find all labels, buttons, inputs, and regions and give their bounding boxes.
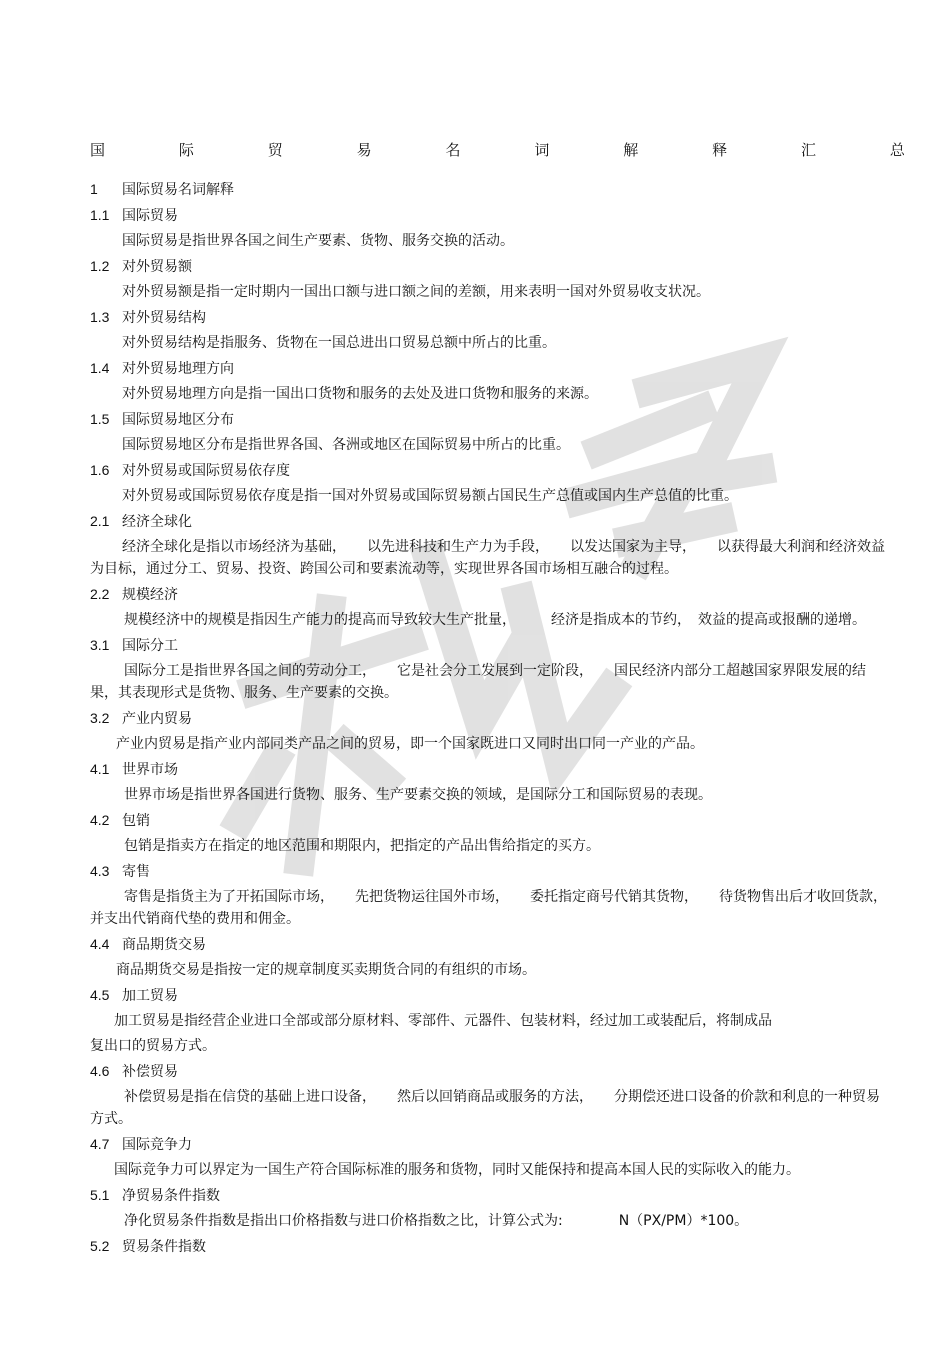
section-title: 包销 [122, 813, 150, 829]
section-heading [90, 758, 890, 781]
section-number: 5.1 [90, 1187, 110, 1203]
section-title: 世界市场 [122, 762, 178, 778]
section-number: 3.2 [90, 710, 110, 726]
section-number: 1.5 [90, 411, 110, 427]
section-title: 加工贸易 [122, 988, 178, 1004]
section-body: 产业内贸易是指产业内部同类产品之间的贸易，即一个国家既进口又同时出口同一产业的产品。 [116, 736, 704, 752]
section-heading [90, 1235, 890, 1258]
section-body: 净化贸易条件指数是指出口价格指数与进口价格指数之比，计算公式为: N（PX/PM）*100。 [124, 1213, 749, 1229]
section-number: 3.1 [90, 637, 110, 653]
section-body: 国际竞争力可以界定为一国生产符合国际标准的服务和货物，同时又能保持和提高本国人民的实际收入的能力。 [114, 1162, 800, 1178]
section-title: 国际贸易 [122, 208, 178, 224]
section-heading [90, 984, 890, 1007]
section-body: 包销是指卖方在指定的地区范围和期限内，把指定的产品出售给指定的买方。 [124, 838, 600, 854]
section-body: 国际贸易是指世界各国之间生产要素、货物、服务交换的活动。 [122, 233, 514, 249]
section-title: 规模经济 [122, 587, 178, 603]
document-content [90, 178, 890, 1261]
section-title: 净贸易条件指数 [122, 1188, 220, 1204]
section-body: 对外贸易结构是指服务、货物在一国总进出口贸易总额中所占的比重。 [122, 335, 556, 351]
section-title: 对外贸易或国际贸易依存度 [122, 463, 290, 479]
title-char: 际 [178, 141, 194, 159]
section-title: 对外贸易地理方向 [122, 361, 234, 377]
title-char: 解 [623, 141, 639, 159]
section-body: 经济全球化是指以市场经济为基础， 以先进科技和生产力为手段， 以发达国家为主导， 以获得最大利润和经济效益为目标，通过分工、贸易、投资、跨国公司和要素流动等，实现世界各国市场相互融合的过程。 [90, 539, 885, 577]
section-title: 经济全球化 [122, 514, 192, 530]
section-heading [90, 306, 890, 329]
section-heading [90, 510, 890, 533]
section-number: 1.3 [90, 309, 110, 325]
section-heading [90, 707, 890, 730]
section-body: 对外贸易地理方向是指一国出口货物和服务的去处及进口货物和服务的来源。 [122, 386, 598, 402]
section-title: 补偿贸易 [122, 1064, 178, 1080]
section-body-continued: 复出口的贸易方式。 [90, 1038, 216, 1054]
section-heading [90, 583, 890, 606]
section-heading [90, 459, 890, 482]
section-title: 对外贸易额 [122, 259, 192, 275]
title-char: 国 [90, 141, 106, 159]
section-heading [90, 634, 890, 657]
section-heading [90, 1060, 890, 1083]
section-number: 1.2 [90, 258, 110, 274]
section-title: 寄售 [122, 864, 150, 880]
section-number: 4.3 [90, 863, 110, 879]
section-heading [90, 860, 890, 883]
section-number: 2.1 [90, 513, 110, 529]
document-title [90, 140, 905, 160]
section-body: 加工贸易是指经营企业进口全部或部分原材料、零部件、元器件、包装材料，经过加工或装配后，将制成品 [114, 1013, 772, 1029]
section-number: 4.1 [90, 761, 110, 777]
title-char: 释 [712, 141, 728, 159]
title-char: 总 [889, 141, 905, 159]
section-title: 国际竞争力 [122, 1137, 192, 1153]
section-number: 1 [90, 181, 98, 197]
section-number: 1.4 [90, 360, 110, 376]
section-title: 国际贸易地区分布 [122, 412, 234, 428]
title-char: 词 [534, 141, 550, 159]
section-body: 国际贸易地区分布是指世界各国、各洲或地区在国际贸易中所占的比重。 [122, 437, 570, 453]
section-number: 4.4 [90, 936, 110, 952]
section-body: 商品期货交易是指按一定的规章制度买卖期货合同的有组织的市场。 [116, 962, 536, 978]
section-body: 国际分工是指世界各国之间的劳动分工， 它是社会分工发展到一定阶段， 国民经济内部分工超越国家界限发展的结果，其表现形式是货物、服务、生产要素的交换。 [90, 663, 866, 701]
section-number: 5.2 [90, 1238, 110, 1254]
section-number: 2.2 [90, 586, 110, 602]
section-body: 世界市场是指世界各国进行货物、服务、生产要素交换的领域，是国际分工和国际贸易的表现。 [124, 787, 712, 803]
section-number: 4.2 [90, 812, 110, 828]
section-body: 对外贸易额是指一定时期内一国出口额与进口额之间的差额，用来表明一国对外贸易收支状况。 [122, 284, 710, 300]
section-heading [90, 255, 890, 278]
section-heading [90, 933, 890, 956]
section-title: 国际分工 [122, 638, 178, 654]
title-char: 汇 [801, 141, 817, 159]
section-heading [90, 204, 890, 227]
section-number: 4.6 [90, 1063, 110, 1079]
section-heading [90, 178, 890, 201]
section-number: 4.5 [90, 987, 110, 1003]
section-body: 对外贸易或国际贸易依存度是指一国对外贸易或国际贸易额占国民生产总值或国内生产总值的比重。 [122, 488, 738, 504]
section-heading [90, 1133, 890, 1156]
section-body: 规模经济中的规模是指因生产能力的提高而导致较大生产批量， 经济是指成本的节约， 效益的提高或报酬的递增。 [124, 612, 866, 628]
section-title: 对外贸易结构 [122, 310, 206, 326]
section-heading [90, 809, 890, 832]
section-title: 商品期货交易 [122, 937, 206, 953]
section-heading [90, 408, 890, 431]
section-number: 1.1 [90, 207, 110, 223]
section-heading [90, 1184, 890, 1207]
section-number: 1.6 [90, 462, 110, 478]
section-number: 4.7 [90, 1136, 110, 1152]
section-title: 产业内贸易 [122, 711, 192, 727]
title-char: 易 [356, 141, 372, 159]
section-title: 贸易条件指数 [122, 1239, 206, 1255]
title-char: 贸 [267, 141, 283, 159]
section-body: 寄售是指货主为了开拓国际市场， 先把货物运往国外市场， 委托指定商号代销其货物， 待货物售出后才收回货款，并支出代销商代垫的费用和佣金。 [90, 889, 887, 927]
title-char: 名 [445, 141, 461, 159]
section-heading [90, 357, 890, 380]
section-body: 补偿贸易是指在信贷的基础上进口设备， 然后以回销商品或服务的方法， 分期偿还进口设备的价款和利息的一种贸易方式。 [90, 1089, 880, 1127]
section-title: 国际贸易名词解释 [122, 182, 234, 198]
